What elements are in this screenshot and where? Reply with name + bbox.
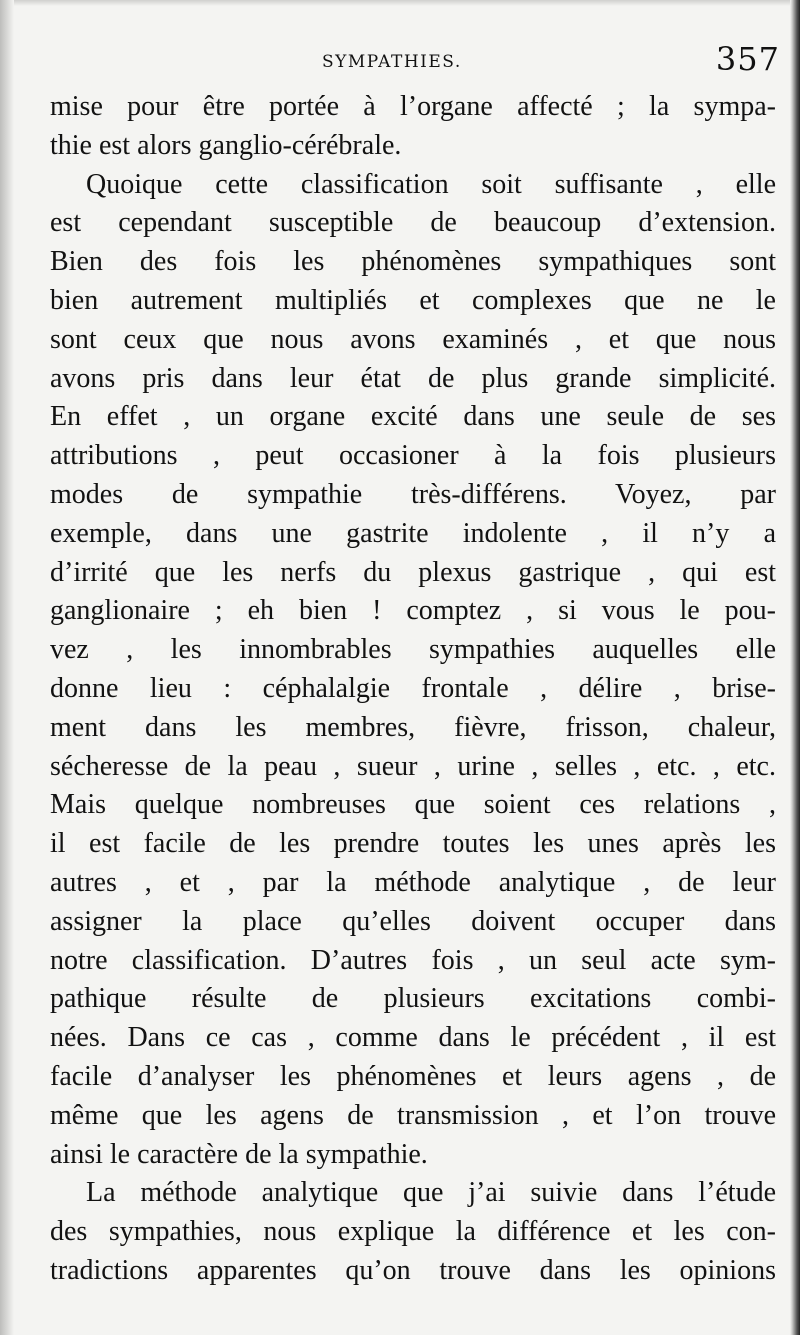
page-right-edge — [790, 0, 800, 1335]
text-line: ainsi le caractère de la sympathie. — [50, 1138, 428, 1170]
text-line: La méthode analytique que j’ai suivie dans l’étude — [86, 1177, 776, 1209]
text-line: Quoique cette classification soit suffisante , elle — [86, 168, 776, 200]
text-line: pathique résulte de plusieurs excitations combi- — [50, 983, 776, 1015]
text-line: des sympathies, nous explique la différence et les con- — [50, 1216, 776, 1248]
text-line: thie est alors ganglio-cérébrale. — [50, 129, 402, 161]
running-head: SYMPATHIES. — [322, 52, 462, 72]
text-line: autres , et , par la méthode analytique , de leur — [50, 866, 776, 898]
text-line: mise pour être portée à l’organe affecté ; la sympa- — [50, 91, 776, 122]
text-line: vez , les innombrables sympathies auquelles elle — [50, 634, 776, 666]
text-line: sont ceux que nous avons examinés , et que nous — [50, 323, 776, 355]
text-line: ment dans les membres, fièvre, frisson, chaleur, — [50, 711, 776, 743]
text-line: tradictions apparentes qu’on trouve dans les opinions — [50, 1254, 776, 1286]
text-line: même que les agens de transmission , et l’on trouve — [50, 1099, 776, 1131]
page-number: 357 — [715, 40, 780, 78]
text-line: assigner la place qu’elles doivent occuper dans — [50, 905, 776, 937]
text-line: notre classification. D’autres fois , un seul acte sym- — [50, 944, 776, 976]
text-line: avons pris dans leur état de plus grande simplicité. — [50, 362, 776, 394]
text-line: bien autrement multipliés et complexes que ne le — [50, 284, 776, 316]
text-line: ganglionaire ; eh bien ! comptez , si vous le pou- — [50, 595, 776, 627]
text-line: attributions , peut occasioner à la fois plusieurs — [50, 440, 776, 472]
text-line: d’irrité que les nerfs du plexus gastrique , qui est — [50, 556, 776, 588]
text-line: donne lieu : céphalalgie frontale , délire , brise- — [50, 672, 776, 704]
text-line: sécheresse de la peau , sueur , urine , selles , etc. , etc. — [50, 750, 776, 782]
text-line: nées. Dans ce cas , comme dans le précédent , il est — [50, 1022, 776, 1054]
page-left-edge — [0, 0, 14, 1335]
text-line: Mais quelque nombreuses que soient ces relations , — [50, 789, 776, 821]
text-line: modes de sympathie très-différens. Voyez, par — [50, 478, 776, 510]
page-top-edge — [0, 0, 800, 6]
text-line: exemple, dans une gastrite indolente , il n’y a — [50, 517, 776, 549]
text-line: il est facile de les prendre toutes les unes après les — [50, 828, 776, 860]
text-line: est cependant susceptible de beaucoup d’extension. — [50, 207, 776, 239]
text-line: facile d’analyser les phénomènes et leurs agens , de — [50, 1060, 776, 1092]
text-line: En effet , un organe excité dans une seule de ses — [50, 401, 776, 433]
text-line: Bien des fois les phénomènes sympathiques sont — [50, 246, 776, 278]
body-text — [50, 88, 776, 1291]
page-header — [50, 40, 780, 90]
